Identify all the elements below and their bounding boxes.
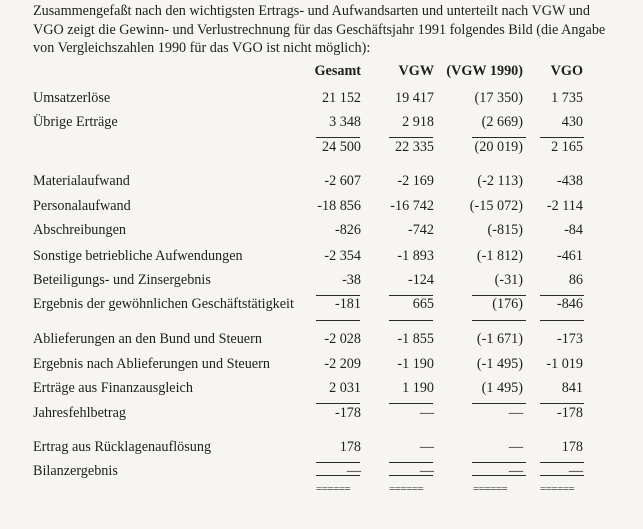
column-rule [472,320,526,321]
value-vgw: — [419,439,434,455]
value-vgw: — [419,405,434,421]
value-vgw: -16 742 [390,198,434,214]
column-rule [472,403,526,404]
column-rule [316,475,360,476]
value-gesamt: -18 856 [317,198,361,214]
table-row [33,380,593,402]
row-label: Umsatzerlöse [33,90,111,106]
value-vgo: — [568,463,583,479]
table-row [33,463,593,485]
row-label: Sonstige betriebliche Aufwendungen [33,248,243,264]
column-rule [316,462,360,463]
value-vgw: — [419,463,434,479]
value-vgo: 430 [561,114,583,130]
column-rule [540,137,584,138]
value-gesamt: -826 [334,222,361,238]
row-label: Beteiligungs- und Zinsergebnis [33,272,211,288]
table-row [33,90,593,112]
row-label: Abschreibungen [33,222,126,238]
table-row [33,331,593,353]
value-vgw-1990: — [508,463,523,479]
value-vgw-1990: (-1 495) [476,356,523,372]
value-vgw-1990: (-15 072) [469,198,523,214]
header-vgw-1990: (VGW 1990) [446,63,523,79]
table-row-subtotal [33,139,593,161]
column-rule [316,320,360,321]
row-label: Erträge aus Finanzausgleich [33,380,193,396]
row-label: Übrige Erträge [33,114,118,130]
value-vgw-1990: (-1 671) [476,331,523,347]
value-vgw: 1 190 [402,380,434,396]
value-vgw: 665 [412,296,434,312]
value-gesamt: 3 348 [329,114,361,130]
column-rule [316,403,360,404]
table-row [33,173,593,195]
row-label: Ergebnis nach Ablieferungen und Steuern [33,356,270,372]
column-rule [472,462,526,463]
value-gesamt: — [346,463,361,479]
value-gesamt: 2 031 [329,380,361,396]
table-row [33,114,593,136]
value-vgo: -2 114 [546,198,583,214]
value-vgw-1990: (-1 812) [476,248,523,264]
value-vgo: -1 019 [546,356,583,372]
value-vgw: -1 893 [397,248,434,264]
value-vgo: -178 [556,405,583,421]
double-rule-vgw: ====== [389,484,424,494]
table-row [33,405,593,427]
value-vgo: -84 [564,222,583,238]
column-rule [389,320,433,321]
value-vgw: 2 918 [402,114,434,130]
value-vgw-1990: (17 350) [474,90,523,106]
row-label: Jahresfehlbetrag [33,405,126,421]
value-vgw-1990: (1 495) [481,380,523,396]
column-rule [540,295,584,296]
table-row [33,272,593,294]
double-rule-vgo: ====== [540,484,575,494]
value-gesamt: -2 209 [324,356,361,372]
value-gesamt: -178 [334,405,361,421]
table-row [33,248,593,270]
column-rule [540,462,584,463]
value-vgw-1990: — [508,439,523,455]
value-vgw: -2 169 [397,173,434,189]
value-vgo: 178 [561,439,583,455]
value-vgw-1990: (2 669) [481,114,523,130]
value-vgw: -124 [407,272,434,288]
column-rule [389,475,433,476]
value-vgw: -1 190 [397,356,434,372]
table-row [33,222,593,244]
intro-paragraph [33,2,638,58]
value-vgo: -173 [556,331,583,347]
value-gesamt: -181 [334,296,361,312]
value-vgw-1990: (176) [492,296,523,312]
column-rule [472,295,526,296]
header-vgo: VGO [550,63,583,79]
column-rule [316,137,360,138]
column-rule [389,403,433,404]
table-row [33,198,593,220]
double-rule-gesamt: ====== [316,484,351,494]
table-row [33,439,593,461]
column-rule [540,320,584,321]
value-gesamt: 24 500 [321,139,361,155]
column-rule [472,475,526,476]
value-vgo: 841 [561,380,583,396]
value-vgo: 86 [568,272,583,288]
value-vgo: 1 735 [551,90,583,106]
value-vgw-1990: (20 019) [474,139,523,155]
row-label: Personalaufwand [33,198,131,214]
value-gesamt: -2 607 [324,173,361,189]
column-rule [389,137,433,138]
row-label: Materialaufwand [33,173,130,189]
value-vgw: 19 417 [394,90,434,106]
value-vgo: -461 [556,248,583,264]
value-vgw-1990: (-2 113) [477,173,523,189]
value-vgw-1990: (-31) [494,272,523,288]
value-vgw: -1 855 [397,331,434,347]
value-gesamt: 21 152 [321,90,361,106]
row-label: Ablieferungen an den Bund und Steuern [33,331,262,347]
column-rule [540,403,584,404]
value-vgw: 22 335 [394,139,434,155]
row-label: Ergebnis der gewöhnlichen Geschäftstätigkeit [33,296,294,312]
value-vgo: -438 [556,173,583,189]
row-label: Ertrag aus Rücklagenauflösung [33,439,212,455]
table-header [33,63,593,85]
column-rule [540,475,584,476]
row-label: Bilanzergebnis [33,463,118,479]
table-row [33,296,593,318]
column-rule [316,295,360,296]
value-gesamt: -2 354 [324,248,361,264]
intro-line: VGO zeigt die Gewinn- und Verlustrechnung für das Geschäftsjahr 1991 folgendes Bild (die Angabe [33,21,606,38]
value-vgw: -742 [407,222,434,238]
column-rule [472,137,526,138]
double-rule-vgw-1990: ====== [473,484,508,494]
value-gesamt: -2 028 [324,331,361,347]
column-rule [389,462,433,463]
table-row [33,356,593,378]
value-vgw-1990: (-815) [487,222,523,238]
value-vgo: -846 [556,296,583,312]
header-gesamt: Gesamt [314,63,361,79]
intro-line: von Vergleichszahlen 1990 für das VGO ist nicht möglich): [33,40,371,56]
value-vgo: 2 165 [551,139,583,155]
intro-line: Zusammengefaßt nach den wichtigsten Ertrags- und Aufwandsarten und unterteilt nach VGW und [33,3,590,19]
value-vgw-1990: — [508,405,523,421]
header-vgw: VGW [398,63,434,79]
value-gesamt: -38 [342,272,361,288]
value-gesamt: 178 [339,439,361,455]
column-rule [389,295,433,296]
